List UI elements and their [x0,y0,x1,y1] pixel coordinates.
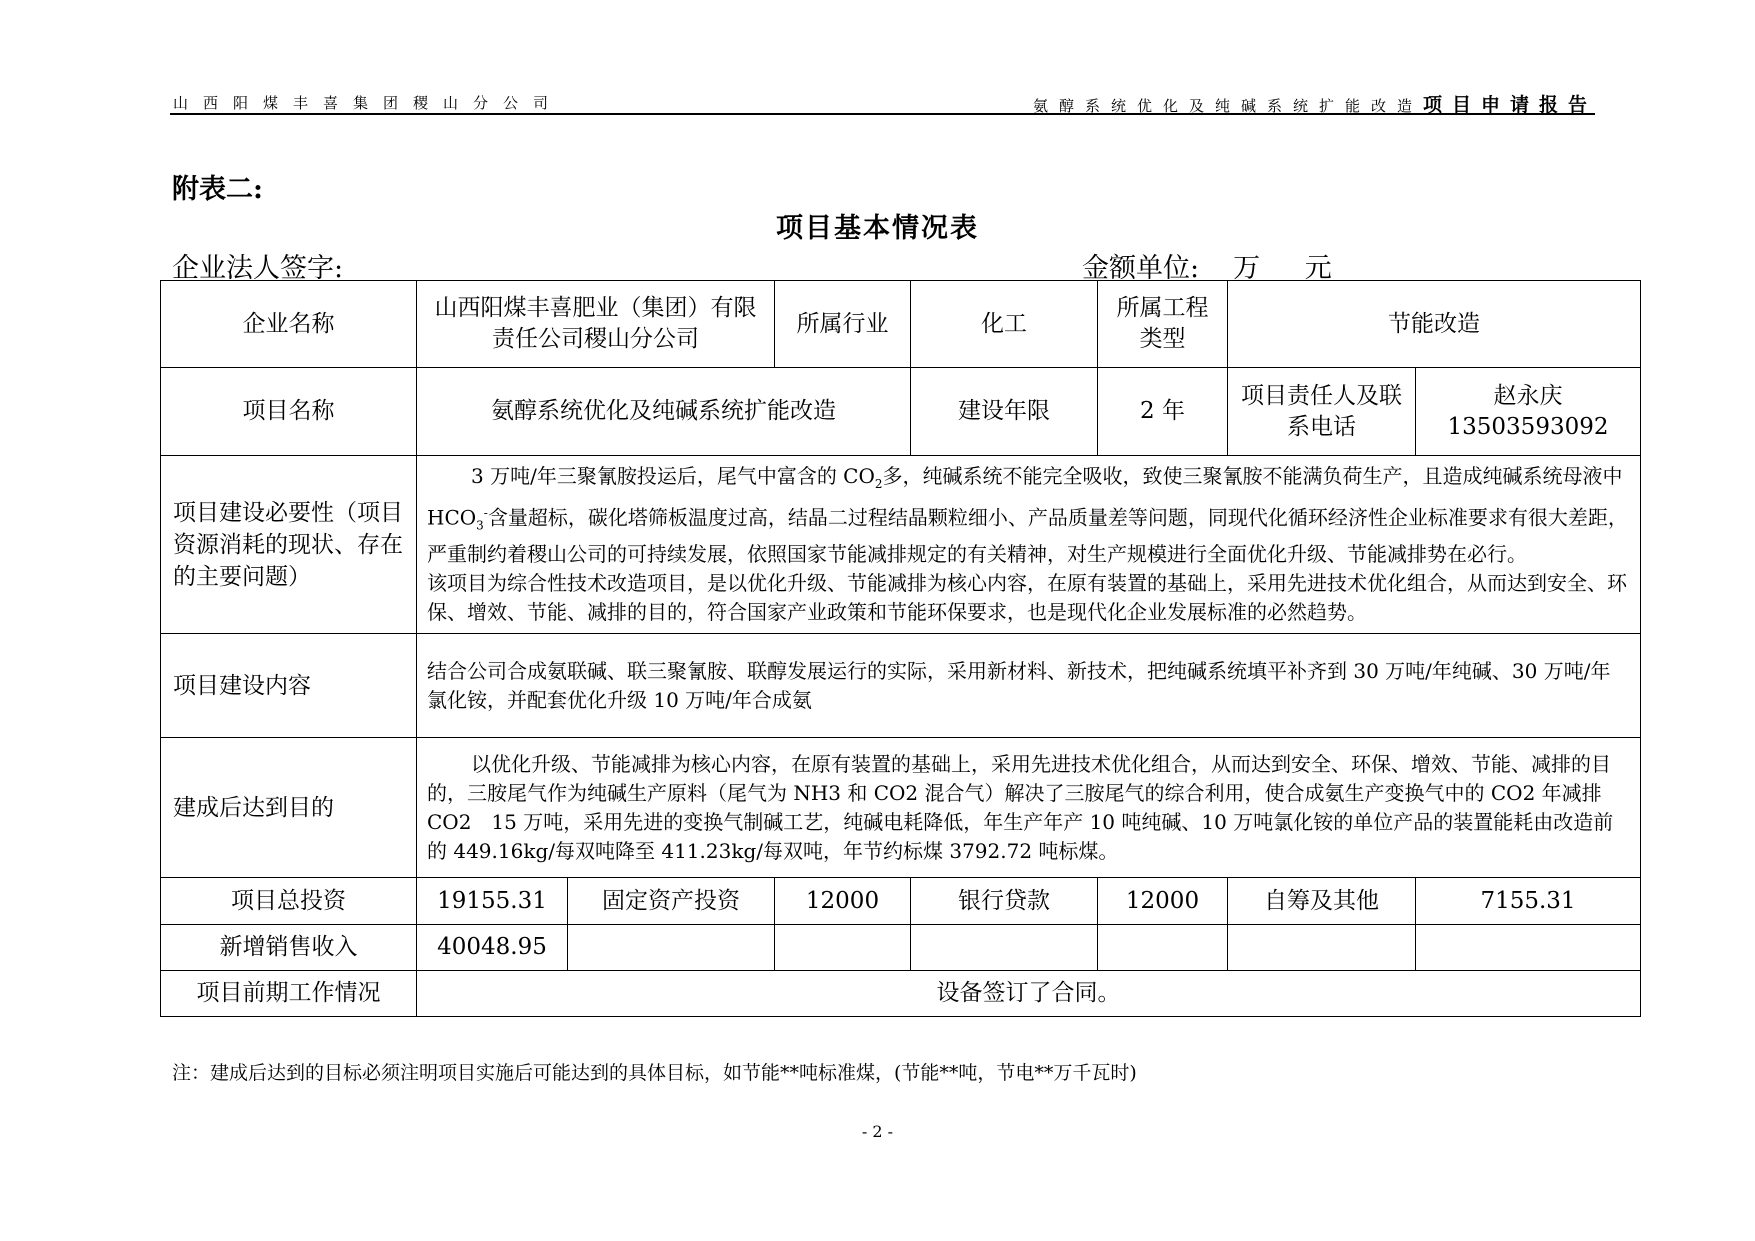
necessity-text [417,456,1641,634]
project-name-label: 项目名称 [161,368,417,456]
footnote: 注：建成后达到的目标必须注明项目实施后可能达到的具体目标，如节能**吨标准煤，(节能**吨，节电**万千瓦时) [172,1062,1137,1084]
project-type-label: 所属工程类型 [1098,281,1228,368]
header-project-title: 氨醇系统优化及纯碱系统扩能改造 [1032,97,1423,115]
bank-loan-label: 银行贷款 [911,878,1098,925]
content-label: 项目建设内容 [161,634,417,738]
preliminary-label: 项目前期工作情况 [161,971,417,1017]
header-company: 山西阳煤丰喜集团稷山分公司 [173,94,564,112]
appendix-label: 附表二: [172,174,263,205]
hco3-subscript: 3 [476,518,484,533]
hco3-superscript: - [483,505,488,520]
empty-cell [568,925,775,971]
preliminary-value: 设备签订了合同。 [417,971,1641,1017]
empty-cell [1228,925,1416,971]
self-raised-label: 自筹及其他 [1228,878,1416,925]
signature-label: 企业法人签字: [172,253,344,284]
row-investment [161,878,1641,925]
amount-unit-value: 万 元 [1233,253,1350,284]
construction-period-label: 建设年限 [911,368,1098,456]
header-report-type: 项目申请报告 [1422,94,1597,116]
responsible-phone: 13503593092 [1447,413,1609,440]
empty-cell [1416,925,1641,971]
row-content [161,634,1641,738]
new-revenue-label: 新增销售收入 [161,925,417,971]
total-investment-label: 项目总投资 [161,878,417,925]
empty-cell [775,925,911,971]
fixed-assets-label: 固定资产投资 [568,878,775,925]
responsible-name: 赵永庆 [1493,382,1563,409]
row-revenue [161,925,1641,971]
necessity-paragraph-2: 该项目为综合性技术改造项目，是以优化升级、节能减排为核心内容，在原有装置的基础上，采用先进技术优化组合，从而达到安全、环保、增效、节能、减排的目的，符合国家产业政策和节能环保要求，也是现代化企业发展标准的必然趋势。 [427,571,1627,625]
content-text: 结合公司合成氨联碱、联三聚氰胺、联醇发展运行的实际，采用新材料、新技术，把纯碱系统填平补齐到 30 万吨/年纯碱、30 万吨/年氯化铵，并配套优化升级 10 万吨/年合成氨 [417,634,1641,738]
table-title: 项目基本情况表 [776,213,979,244]
total-investment-value: 19155.31 [417,878,568,925]
row-preliminary [161,971,1641,1017]
enterprise-name-value: 山西阳煤丰喜肥业（集团）有限责任公司稷山分公司 [417,281,775,368]
enterprise-name-label: 企业名称 [161,281,417,368]
self-raised-value: 7155.31 [1416,878,1641,925]
necessity-paragraph-1 [427,462,1630,570]
fixed-assets-value: 12000 [775,878,911,925]
header-rule [170,113,1595,115]
amount-unit-label: 金额单位: [1082,253,1200,284]
industry-label: 所属行业 [775,281,911,368]
necessity-p1-part-a: 3 万吨/年三聚氰胺投运后，尾气中富含的 CO [471,463,875,488]
necessity-p1-part-c: 含量超标，碳化塔筛板温度过高，结晶二过程结晶颗粒细小、产品质量差等问题，同现代化循环经济性企业标准要求有很大差距，严重制约着稷山公司的可持续发展，依照国家节能减排规定的有关精神，对生产规模进行全面优化升级、节能减排势在必行。 [427,505,1628,567]
row-project-name [161,368,1641,456]
industry-value: 化工 [911,281,1098,368]
bank-loan-value: 12000 [1098,878,1228,925]
empty-cell [1098,925,1228,971]
goal-label: 建成后达到目的 [161,738,417,878]
page-number: - 2 - [861,1122,894,1141]
construction-period-value: 2 年 [1098,368,1228,456]
project-type-value: 节能改造 [1228,281,1641,368]
row-necessity [161,456,1641,634]
necessity-p1-part-b: 多，纯碱系统不能完全吸收，致使三聚氰胺不能满负荷生产，且造成纯碱系统母液中 HCO [427,463,1623,530]
row-enterprise [161,281,1641,368]
row-goal [161,738,1641,878]
necessity-label: 项目建设必要性（项目资源消耗的现状、存在的主要问题） [161,456,417,634]
responsible-contact [1416,368,1641,456]
goal-text: 以优化升级、节能减排为核心内容，在原有装置的基础上，采用先进技术优化组合，从而达到安全、环保、增效、节能、减排的目的，三胺尾气作为纯碱生产原料（尾气为 NH3 和 CO2 混合气）解决了三胺尾气的综合利用，使合成氨生产变换气中的 CO2 年减排 CO2 15 万吨，采用先进的变换气制碱工艺，纯碱电耗降低，年生产年产 10 吨纯碱、10 万吨氯化铵的单位产品的装置能耗由改造前的 449.16kg/每双吨降至 411.23kg/每双吨，年节约标煤 3792.72 吨标煤。 [417,738,1641,878]
new-revenue-value: 40048.95 [417,925,568,971]
empty-cell [911,925,1098,971]
co2-subscript: 2 [874,476,883,491]
project-name-value: 氨醇系统优化及纯碱系统扩能改造 [417,368,911,456]
project-info-table [160,280,1641,1017]
responsible-label: 项目责任人及联系电话 [1228,368,1416,456]
